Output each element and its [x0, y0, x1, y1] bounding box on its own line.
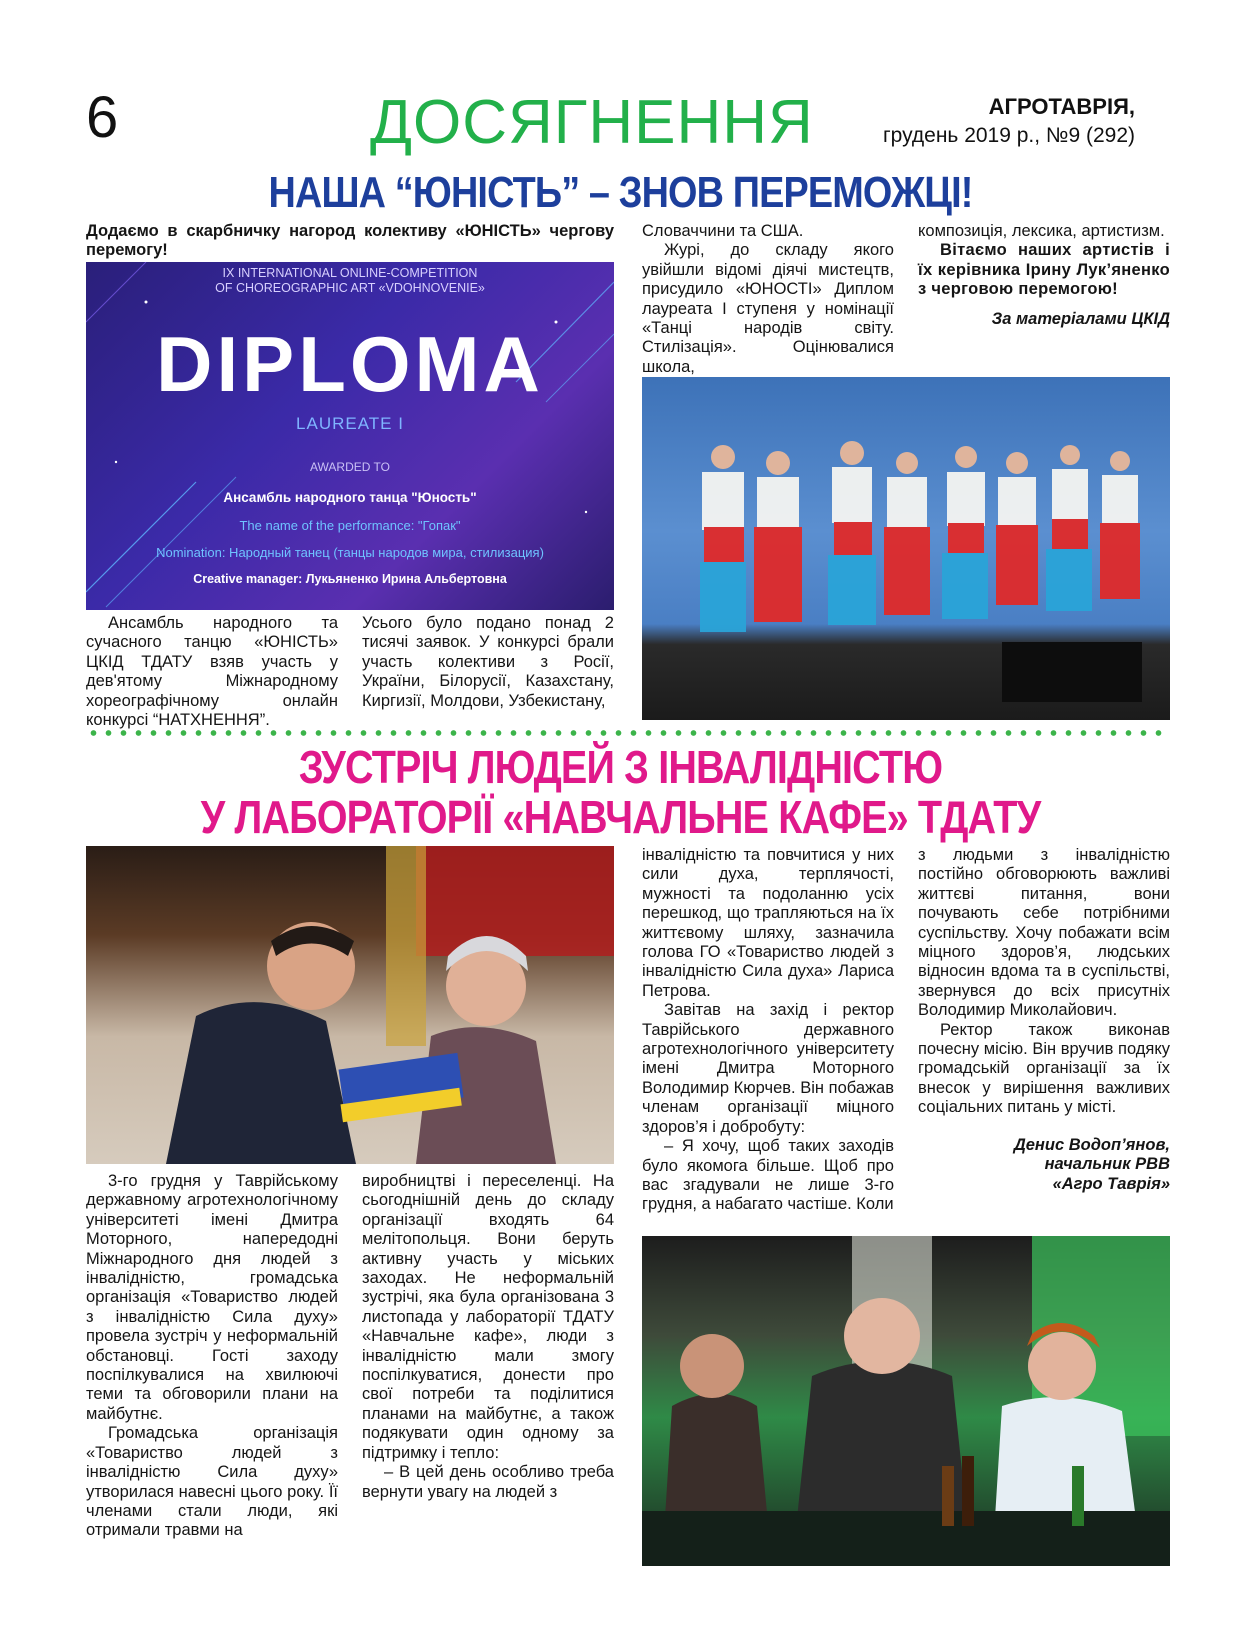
- diploma-image: [86, 262, 614, 610]
- diploma-laureate: LAUREATE I: [296, 414, 404, 433]
- article2-col1-p1: 3-го грудня у Таврійському державному агротехнологічному університеті імені Дмитра Моторного, напередодні Міжнародного дня людей з інвалідністю, громадська організація «Товариство людей з інвалідністю Сила духу» провела зустріч у неформальній обстановці. Гості заходу поспілкувалися на хвилюючі теми та обговорили плани на майбутнє.: [86, 1172, 338, 1423]
- article1-col4-p2: Вітаємо наших артистів і їх керівника Ірину Лук’яненко з черговою перемогою!: [918, 241, 1170, 299]
- article2-col3-p1: інвалідністю та повчитися у них сили духа, терплячості, мужності та подоланню усіх перешкод, що трапляються на їх життєвому шляху, зазначила голова ГО «Товариство людей з інвалідністю Сила духа» Лариса Петрова.: [642, 846, 894, 1000]
- issue-date: грудень 2019 р., №9 (292): [882, 124, 1135, 147]
- diploma-nomination: Nomination: Народный танец (танцы народов мира, стилизация): [156, 545, 544, 560]
- diploma-awarded: AWARDED TO: [309, 460, 390, 474]
- article2-col2: [362, 1172, 614, 1502]
- diploma-line2: OF CHOREOGRAPHIC ART «VDOHNOVENIE»: [215, 281, 485, 295]
- section-title: ДОСЯГНЕННЯ: [370, 88, 814, 157]
- article1-col1-text: Ансамбль народного та сучасного танцю «ЮНІСТЬ» ЦКІД ТДАТУ взяв участь у дев'ятому Міжнародному хореографічному онлайн конкурсі “НАТХНЕННЯ”.: [86, 614, 338, 730]
- article2-col3-p3: – Я хочу, щоб таких заходів було якомога більше. Щоб про вас згадували не лише 3-го грудня, а набагато частіше. Коли: [642, 1137, 894, 1214]
- article2-byline: [918, 1136, 1170, 1194]
- article1-byline: За матеріалами ЦКІД: [991, 309, 1170, 328]
- diploma-performance: The name of the performance: "Гопак": [239, 518, 461, 533]
- article2-col2-p1: виробництві і переселенці. На сьогоднішній день до складу організації входять 64 мелітопольця. Вони беруть активну участь у міських заходах. Не неформальній зустрічі, яка була організована 3 листопада у лабораторії ТДАТУ «Навчальне кафе», люди з інвалідністю мали змогу поспілкуватися, донести про свої потреби та поділитися планами на майбутнє, а також подякувати один одному за підтримку і тепло:: [362, 1172, 614, 1462]
- article1-col2: [362, 614, 614, 711]
- dance-photo: [642, 377, 1170, 720]
- article2-headline-line2: У ЛАБОРАТОРІЇ «НАВЧАЛЬНЕ КАФЕ» ТДАТУ: [200, 791, 1041, 843]
- article2-col2-p2: – В цей день особливо треба вернути увагу на людей з: [362, 1463, 614, 1501]
- article1-col3-p2: Журі, до складу якого увійшли відомі діячі мистецтв, присудило «ЮНОСТІ» Диплом лауреата І ступеня у номінації «Танці народів світу. Стилізація». Оцінювалися школа,: [642, 241, 894, 376]
- article1-col2-text: Усього було подано понад 2 тисячі заявок. У конкурсі брали участь колективи з Росії, України, Білорусії, Казахстану, Киргизії, Молдови, Узбекистану,: [362, 614, 614, 710]
- byline-org: «Агро Таврія»: [1052, 1174, 1170, 1193]
- article1-lead: [86, 222, 614, 260]
- party-photo: [642, 1236, 1170, 1566]
- article1-col4: [918, 222, 1170, 329]
- section-divider: [86, 730, 1170, 736]
- party-illustration: [642, 1236, 1170, 1566]
- page-number: 6: [86, 85, 119, 150]
- article2-col4-p2: Ректор також виконав почесну місію. Він вручив подяку громадській організації за їх внесок у вирішення важливих соціальних питань у місті.: [918, 1020, 1170, 1117]
- award-photo: [86, 846, 614, 1164]
- article2-col1: [86, 1172, 338, 1541]
- publication-name: АГРОТАВРІЯ,: [988, 94, 1135, 119]
- dancers-illustration: [642, 377, 1170, 720]
- byline-name: Денис Водоп’янов,: [1013, 1135, 1170, 1154]
- diploma-manager: Creative manager: Лукьяненко Ирина Альбертовна: [193, 572, 507, 586]
- article1-col3: [642, 222, 894, 377]
- diploma-line1: IX INTERNATIONAL ONLINE-COMPETITION: [222, 266, 478, 280]
- article2-col3: [642, 846, 894, 1215]
- article2-headline-line1: ЗУСТРІЧ ЛЮДЕЙ З ІНВАЛІДНІСТЮ: [298, 741, 943, 793]
- award-illustration: [86, 846, 614, 1164]
- article2-col3-p2: Завітав на захід і ректор Таврійського державного агротехнологічного університету імені Дмитра Моторного Володимир Кюрчев. Він побажав членам організації міцного здоров’я і добробуту:: [642, 1001, 894, 1136]
- article2-headline: [87, 742, 1154, 842]
- byline-role: начальник РВВ: [1044, 1155, 1170, 1174]
- article2-col1-p2: Громадська організація «Товариство людей з інвалідністю Сила духу» утворилася навесні цього року. Її членами стали люди, які отримали травми на: [86, 1424, 338, 1540]
- diploma-ensemble: Ансамбль народного танца "Юность": [223, 490, 477, 505]
- article1-col3-p1: Словаччини та США.: [642, 222, 804, 240]
- article2-col4-p1: з людьми з інвалідністю постійно обговорюють важливі життєві питання, вони почувають себе потрібними суспільству. Хочу побажати всім міцного здоров’я, людських відносин вдома та в суспільстві, звернувся до всіх присутніх Володимир Миколайович.: [918, 846, 1170, 1020]
- diploma-title: DIPLOMA: [156, 320, 544, 408]
- article1-headline: НАША “ЮНІСТЬ” – ЗНОВ ПЕРЕМОЖЦІ!: [268, 168, 973, 217]
- article1-col1: [86, 614, 338, 730]
- article1-col4-p1: композиція, лексика, артистизм.: [918, 222, 1165, 240]
- lead-text: Додаємо в скарбничку нагород колективу «ЮНІСТЬ» чергову перемогу!: [86, 222, 614, 259]
- article2-col4: [918, 846, 1170, 1194]
